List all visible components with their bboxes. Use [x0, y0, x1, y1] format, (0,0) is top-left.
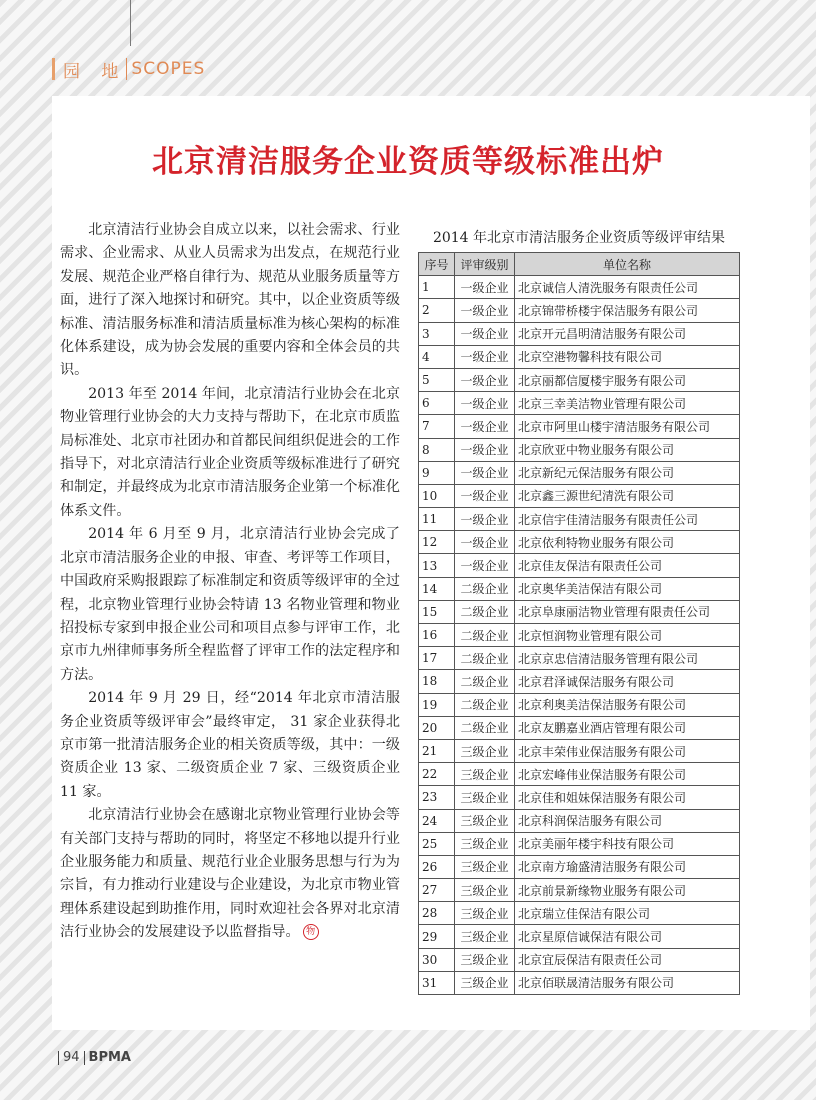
- table-row: [419, 971, 740, 994]
- row-level: 三级企业: [455, 763, 515, 786]
- row-company-name: 北京佳和姐妹保洁服务有限公司: [515, 786, 740, 809]
- table-row: [419, 554, 740, 577]
- row-level: 三级企业: [455, 948, 515, 971]
- row-number: 26: [419, 855, 455, 878]
- row-level: 二级企业: [455, 624, 515, 647]
- row-company-name: 北京京忠信清洁服务管理有限公司: [515, 647, 740, 670]
- row-company-name: 北京阜康丽洁物业管理有限责任公司: [515, 600, 740, 623]
- column-header-number: 序号: [419, 253, 455, 276]
- table-row: [419, 948, 740, 971]
- row-level: 二级企业: [455, 600, 515, 623]
- row-level: 二级企业: [455, 647, 515, 670]
- row-level: 三级企业: [455, 786, 515, 809]
- row-number: 18: [419, 670, 455, 693]
- row-number: 22: [419, 763, 455, 786]
- table-row: [419, 508, 740, 531]
- table-row: [419, 368, 740, 391]
- row-level: 二级企业: [455, 693, 515, 716]
- table-row: [419, 276, 740, 299]
- row-level: 三级企业: [455, 809, 515, 832]
- row-number: 9: [419, 461, 455, 484]
- table-row: [419, 438, 740, 461]
- row-number: 3: [419, 322, 455, 345]
- table-row: [419, 786, 740, 809]
- row-number: 21: [419, 739, 455, 762]
- row-company-name: 北京丽都信厦楼宇服务有限公司: [515, 368, 740, 391]
- row-company-name: 北京鑫三源世纪清洗有限公司: [515, 484, 740, 507]
- row-level: 三级企业: [455, 879, 515, 902]
- row-company-name: 北京利奥美洁保洁服务有限公司: [515, 693, 740, 716]
- article-body: [60, 219, 400, 945]
- table-row: [419, 693, 740, 716]
- row-level: 三级企业: [455, 739, 515, 762]
- page-footer: [54, 1050, 131, 1065]
- row-number: 31: [419, 971, 455, 994]
- row-number: 1: [419, 276, 455, 299]
- table-row: [419, 345, 740, 368]
- row-level: 一级企业: [455, 554, 515, 577]
- row-number: 24: [419, 809, 455, 832]
- table-row: [419, 577, 740, 600]
- article-title: 北京清洁服务企业资质等级标准出炉: [152, 144, 664, 180]
- results-table: [418, 252, 740, 995]
- row-level: 一级企业: [455, 461, 515, 484]
- table-row: [419, 670, 740, 693]
- row-level: 一级企业: [455, 322, 515, 345]
- row-company-name: 北京新纪元保洁服务有限公司: [515, 461, 740, 484]
- table-row: [419, 461, 740, 484]
- table-row: [419, 531, 740, 554]
- table-row: [419, 716, 740, 739]
- table-header-row: [419, 253, 740, 276]
- row-company-name: 北京美丽年楼宇科技有限公司: [515, 832, 740, 855]
- row-level: 一级企业: [455, 345, 515, 368]
- table-row: [419, 855, 740, 878]
- article-paragraph: 2014 年 9 月 29 日，经“2014 年北京市清洁服务企业资质等级评审会”最终审定， 31 家企业获得北京市第一批清洁服务企业的相关资质等级，其中：一级资质企业 13 家、二级资质企业 7 家、三级资质企业 11 家。: [60, 690, 400, 800]
- row-level: 二级企业: [455, 716, 515, 739]
- row-number: 23: [419, 786, 455, 809]
- row-company-name: 北京开元昌明清洁服务有限公司: [515, 322, 740, 345]
- table-row: [419, 809, 740, 832]
- row-number: 15: [419, 600, 455, 623]
- row-level: 三级企业: [455, 971, 515, 994]
- section-label-cn: 园 地: [63, 61, 127, 82]
- row-level: 三级企业: [455, 855, 515, 878]
- end-mark-icon: 物: [303, 924, 319, 940]
- row-level: 三级企业: [455, 902, 515, 925]
- table-row: [419, 392, 740, 415]
- row-level: 一级企业: [455, 415, 515, 438]
- row-number: 29: [419, 925, 455, 948]
- row-number: 2: [419, 299, 455, 322]
- article-paragraph: 2014 年 6 月至 9 月，北京清洁行业协会完成了北京市清洁服务企业的申报、审查、考评等工作项目，中国政府采购报跟踪了标准制定和资质等级评审的全过程，北京物业管理行业协会特请 13 名物业管理和物业招投标专家到申报企业公司和项目点参与评审工作，北京市九州律师事务所全程监督了评审工作的法定程序和方法。: [60, 526, 400, 683]
- row-company-name: 北京信宇佳清洁服务有限责任公司: [515, 508, 740, 531]
- table-row: [419, 925, 740, 948]
- table-body: [419, 276, 740, 995]
- row-number: 30: [419, 948, 455, 971]
- row-number: 4: [419, 345, 455, 368]
- row-company-name: 北京宜辰保洁有限责任公司: [515, 948, 740, 971]
- brand-name: BPMA: [88, 1050, 131, 1065]
- section-label-en: SCOPES: [131, 59, 206, 79]
- table-row: [419, 647, 740, 670]
- row-company-name: 北京市阿里山楼宇清洁服务有限公司: [515, 415, 740, 438]
- row-number: 6: [419, 392, 455, 415]
- row-company-name: 北京丰荣伟业保洁服务有限公司: [515, 739, 740, 762]
- row-number: 7: [419, 415, 455, 438]
- article-paragraph: 2013 年至 2014 年间，北京清洁行业协会在北京物业管理行业协会的大力支持与帮助下，在北京市质监局标准处、北京市社团办和首都民间组织促进会的工作指导下，对北京清洁行业企业资质等级标准进行了研究和制定，并最终成为北京市清洁服务企业第一个标准化体系文件。: [60, 385, 400, 519]
- row-company-name: 北京锦带桥楼宇保洁服务有限公司: [515, 299, 740, 322]
- footer-separator: [84, 1051, 85, 1065]
- table-row: [419, 600, 740, 623]
- article-paragraph: [60, 804, 400, 944]
- page-number: 94: [63, 1050, 80, 1065]
- table-row: [419, 832, 740, 855]
- table-row: [419, 763, 740, 786]
- row-level: 一级企业: [455, 484, 515, 507]
- row-company-name: 北京诚信人清洗服务有限责任公司: [515, 276, 740, 299]
- row-company-name: 北京瑞立佳保洁有限公司: [515, 902, 740, 925]
- row-level: 一级企业: [455, 508, 515, 531]
- row-level: 一级企业: [455, 276, 515, 299]
- row-company-name: 北京奥华美洁保洁有限公司: [515, 577, 740, 600]
- section-separator: [126, 58, 127, 80]
- row-level: 一级企业: [455, 368, 515, 391]
- table-caption: 2014 年北京市清洁服务企业资质等级评审结果: [432, 230, 726, 246]
- row-company-name: 北京君泽诚保洁服务有限公司: [515, 670, 740, 693]
- row-level: 三级企业: [455, 832, 515, 855]
- row-level: 二级企业: [455, 670, 515, 693]
- row-company-name: 北京科润保洁服务有限公司: [515, 809, 740, 832]
- row-company-name: 北京星原信诚保洁有限公司: [515, 925, 740, 948]
- table-row: [419, 322, 740, 345]
- row-level: 二级企业: [455, 577, 515, 600]
- row-number: 8: [419, 438, 455, 461]
- row-company-name: 北京佳友保洁有限责任公司: [515, 554, 740, 577]
- row-company-name: 北京三幸美洁物业管理有限公司: [515, 392, 740, 415]
- row-company-name: 北京佰联晟清洁服务有限公司: [515, 971, 740, 994]
- article-paragraph: 北京清洁行业协会自成立以来，以社会需求、行业需求、企业需求、从业人员需求为出发点，在规范行业发展、规范企业严格自律行为、规范从业服务质量等方面，进行了深入地探讨和研究。其中，以企业资质等级标准、清洁服务标准和清洁质量标准为核心架构的标准化体系建设，成为协会发展的重要内容和全体会员的共识。: [60, 222, 400, 379]
- row-number: 27: [419, 879, 455, 902]
- article-paragraph-text: 北京清洁行业协会在感谢北京物业管理行业协会等有关部门支持与帮助的同时，将坚定不移地以提升行业企业服务能力和质量、规范行业企业服务思想与行为为宗旨，有力推动行业建设与企业建设，为北京市物业管理体系建设起到助推作用，同时欢迎社会各界对北京清洁行业协会的发展建设予以监督指导。: [60, 807, 400, 941]
- header-divider: [130, 0, 131, 46]
- row-number: 11: [419, 508, 455, 531]
- section-header: [52, 54, 205, 84]
- row-company-name: 北京前景新缘物业服务有限公司: [515, 879, 740, 902]
- row-level: 一级企业: [455, 299, 515, 322]
- row-company-name: 北京宏峰伟业保洁服务有限公司: [515, 763, 740, 786]
- row-number: 14: [419, 577, 455, 600]
- row-company-name: 北京空港物馨科技有限公司: [515, 345, 740, 368]
- column-header-company: 单位名称: [515, 253, 740, 276]
- row-number: 5: [419, 368, 455, 391]
- row-number: 16: [419, 624, 455, 647]
- table-row: [419, 624, 740, 647]
- table-row: [419, 739, 740, 762]
- table-row: [419, 902, 740, 925]
- table-row: [419, 415, 740, 438]
- row-level: 一级企业: [455, 531, 515, 554]
- row-number: 20: [419, 716, 455, 739]
- row-number: 19: [419, 693, 455, 716]
- row-number: 13: [419, 554, 455, 577]
- header-bar: [52, 58, 55, 80]
- table-row: [419, 299, 740, 322]
- row-number: 28: [419, 902, 455, 925]
- row-company-name: 北京南方瑜盛清洁服务有限公司: [515, 855, 740, 878]
- row-level: 一级企业: [455, 438, 515, 461]
- row-level: 一级企业: [455, 392, 515, 415]
- column-header-level: 评审级别: [455, 253, 515, 276]
- row-level: 三级企业: [455, 925, 515, 948]
- table-row: [419, 879, 740, 902]
- row-number: 10: [419, 484, 455, 507]
- row-company-name: 北京友鹏嘉业酒店管理有限公司: [515, 716, 740, 739]
- table-row: [419, 484, 740, 507]
- row-number: 12: [419, 531, 455, 554]
- row-company-name: 北京欣亚中物业服务有限公司: [515, 438, 740, 461]
- row-company-name: 北京恒润物业管理有限公司: [515, 624, 740, 647]
- row-company-name: 北京依利特物业服务有限公司: [515, 531, 740, 554]
- footer-separator: [58, 1051, 59, 1065]
- row-number: 17: [419, 647, 455, 670]
- row-number: 25: [419, 832, 455, 855]
